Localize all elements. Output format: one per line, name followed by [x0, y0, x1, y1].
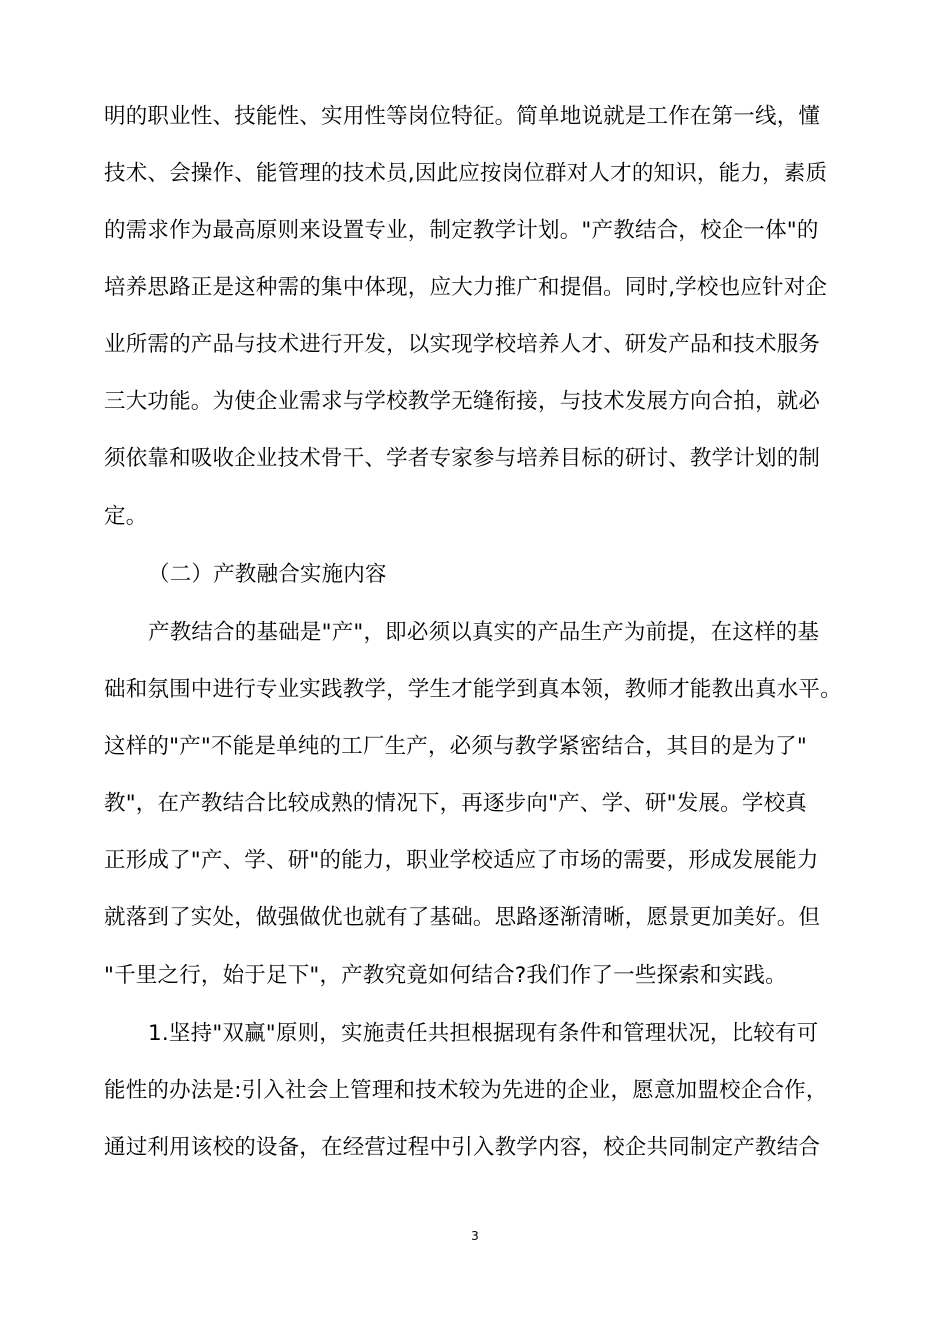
body-text-line: 培养思路正是这种需的集中体现，应大力推广和提倡。同时,学校也应针对企 [104, 275, 828, 300]
body-text-line: 业所需的产品与技术进行开发，以实现学校培养人才、研发产品和技术服务 [104, 332, 821, 357]
body-text-line: 能性的办法是:引入社会上管理和技术较为先进的企业，愿意加盟校企合作， [104, 1078, 828, 1103]
body-text-line: 的需求作为最高原则来设置专业，制定教学计划。"产教结合，校企一体"的 [104, 218, 819, 243]
body-text-line: 须依靠和吸收企业技术骨干、学者专家参与培养目标的研讨、教学计划的制 [104, 446, 821, 471]
body-text-line: 就落到了实处，做强做优也就有了基础。思路逐渐清晰，愿景更加美好。但 [104, 905, 821, 930]
section-heading: （二）产教融合实施内容 [148, 562, 387, 587]
body-text-line: 通过利用该校的设备，在经营过程中引入教学内容，校企共同制定产教结合 [104, 1135, 821, 1160]
body-text-line: 础和氛围中进行专业实践教学，学生才能学到真本领，教师才能教出真水平。 [104, 677, 842, 702]
page-number: 3 [471, 1229, 479, 1243]
body-text-line: 技术、会操作、能管理的技术员,因此应按岗位群对人才的知识，能力，素质 [104, 161, 828, 186]
body-text-line: 三大功能。为使企业需求与学校教学无缝衔接，与技术发展方向合拍，就必 [104, 389, 821, 414]
body-text-line: 定。 [104, 504, 148, 529]
body-text-line: 产教结合的基础是"产"，即必须以真实的产品生产为前提，在这样的基 [148, 620, 820, 645]
body-text-line: "千里之行，始于足下"，产教究竟如何结合?我们作了一些探索和实践。 [104, 963, 787, 988]
body-text-line: 这样的"产"不能是单纯的工厂生产，必须与教学紧密结合，其目的是为了" [104, 734, 807, 759]
body-text-line: 明的职业性、技能性、实用性等岗位特征。简单地说就是工作在第一线，懂 [104, 104, 821, 129]
body-text-line: 正形成了"产、学、研"的能力，职业学校适应了市场的需要，形成发展能力 [104, 848, 819, 873]
body-text-line: 1.坚持"双赢"原则，实施责任共担根据现有条件和管理状况，比较有可 [148, 1021, 819, 1046]
body-text-line: 教"，在产教结合比较成熟的情况下，再逐步向"产、学、研"发展。学校真 [104, 791, 807, 816]
